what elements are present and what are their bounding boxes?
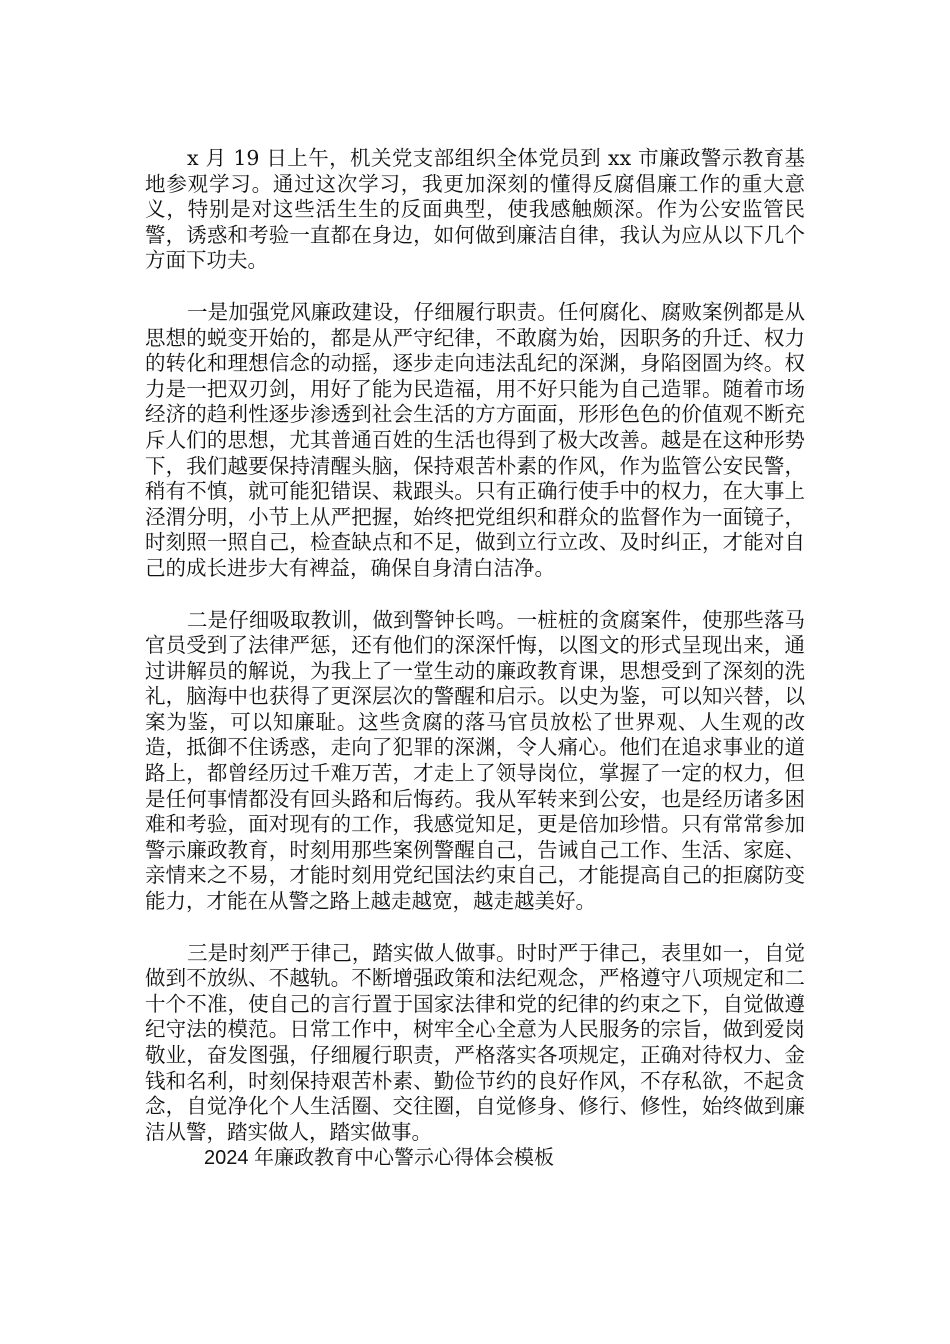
document-title: 2024 年廉政教育中心警示心得体会模板 [204,1147,555,1170]
paragraph-point-one: 一是加强党风廉政建设，仔细履行职责。任何腐化、腐败案例都是从思想的蜕变开始的，都是从严守纪律，不敢腐为始，因职务的升迁、权力的转化和理想信念的动摇，逐步走向违法乱纪的深渊，身陷囹圄为终。权力是一把双刃剑，用好了能为民造福，用不好只能为自己造罪。随着市场经济的趋利性逐步渗透到社会生活的方方面面，形形色色的价值观不断充斥人们的思想，尤其普通百姓的生活也得到了极大改善。越是在这种形势下，我们越要保持清醒头脑，保持艰苦朴素的作风，作为监管公安民警，稍有不慎，就可能犯错误、栽跟头。只有正确行使手中的权力，在大事上泾渭分明，小节上从严把握，始终把党组织和群众的监督作为一面镜子，时刻照一照自己，检查缺点和不足，做到立行立改、及时纠正，才能对自己的成长进步大有裨益，确保自身清白洁净。 [145,299,805,580]
paragraph-intro: x 月 19 日上午，机关党支部组织全体党员到 xx 市廉政警示教育基地参观学习。通过这次学习，我更加深刻的懂得反腐倡廉工作的重大意义，特别是对这些活生生的反面典型，使我感触颇深。作为公安监管民警，诱惑和考验一直都在身边，如何做到廉洁自律，我认为应从以下几个方面下功夫。 [145,146,805,273]
paragraph-point-two: 二是仔细吸取教训，做到警钟长鸣。一桩桩的贪腐案件，使那些落马官员受到了法律严惩，还有他们的深深忏悔，以图文的形式呈现出来，通过讲解员的解说，为我上了一堂生动的廉政教育课，思想受到了深刻的洗礼，脑海中也获得了更深层次的警醒和启示。以史为鉴，可以知兴替，以案为鉴，可以知廉耻。这些贪腐的落马官员放松了世界观、人生观的改造，抵御不住诱惑，走向了犯罪的深渊，令人痛心。他们在追求事业的道路上，都曾经历过千难万苦，才走上了领导岗位，掌握了一定的权力，但是任何事情都没有回头路和后悔药。我从军转来到公安，也是经历诸多困难和考验，面对现有的工作，我感觉知足，更是倍加珍惜。只有常常参加警示廉政教育，时刻用那些案例警醒自己，告诫自己工作、生活、家庭、亲情来之不易，才能时刻用党纪国法约束自己，才能提高自己的拒腐防变能力，才能在从警之路上越走越宽，越走越美好。 [145,607,805,914]
document-body [145,146,805,1171]
paragraph-point-three: 三是时刻严于律己，踏实做人做事。时时严于律己，表里如一，自觉做到不放纵、不越轨。不断增强政策和法纪观念，严格遵守八项规定和二十个不准，使自己的言行置于国家法律和党的纪律的约束之下，自觉做遵纪守法的模范。日常工作中，树牢全心全意为人民服务的宗旨，做到爱岗敬业，奋发图强，仔细履行职责，严格落实各项规定，正确对待权力、金钱和名利，时刻保持艰苦朴素、勤俭节约的良好作风，不存私欲，不起贪念，自觉净化个人生活圈、交往圈，自觉修身、修行、修性，始终做到廉洁从警，踏实做人，踏实做事。 [145,940,805,1144]
